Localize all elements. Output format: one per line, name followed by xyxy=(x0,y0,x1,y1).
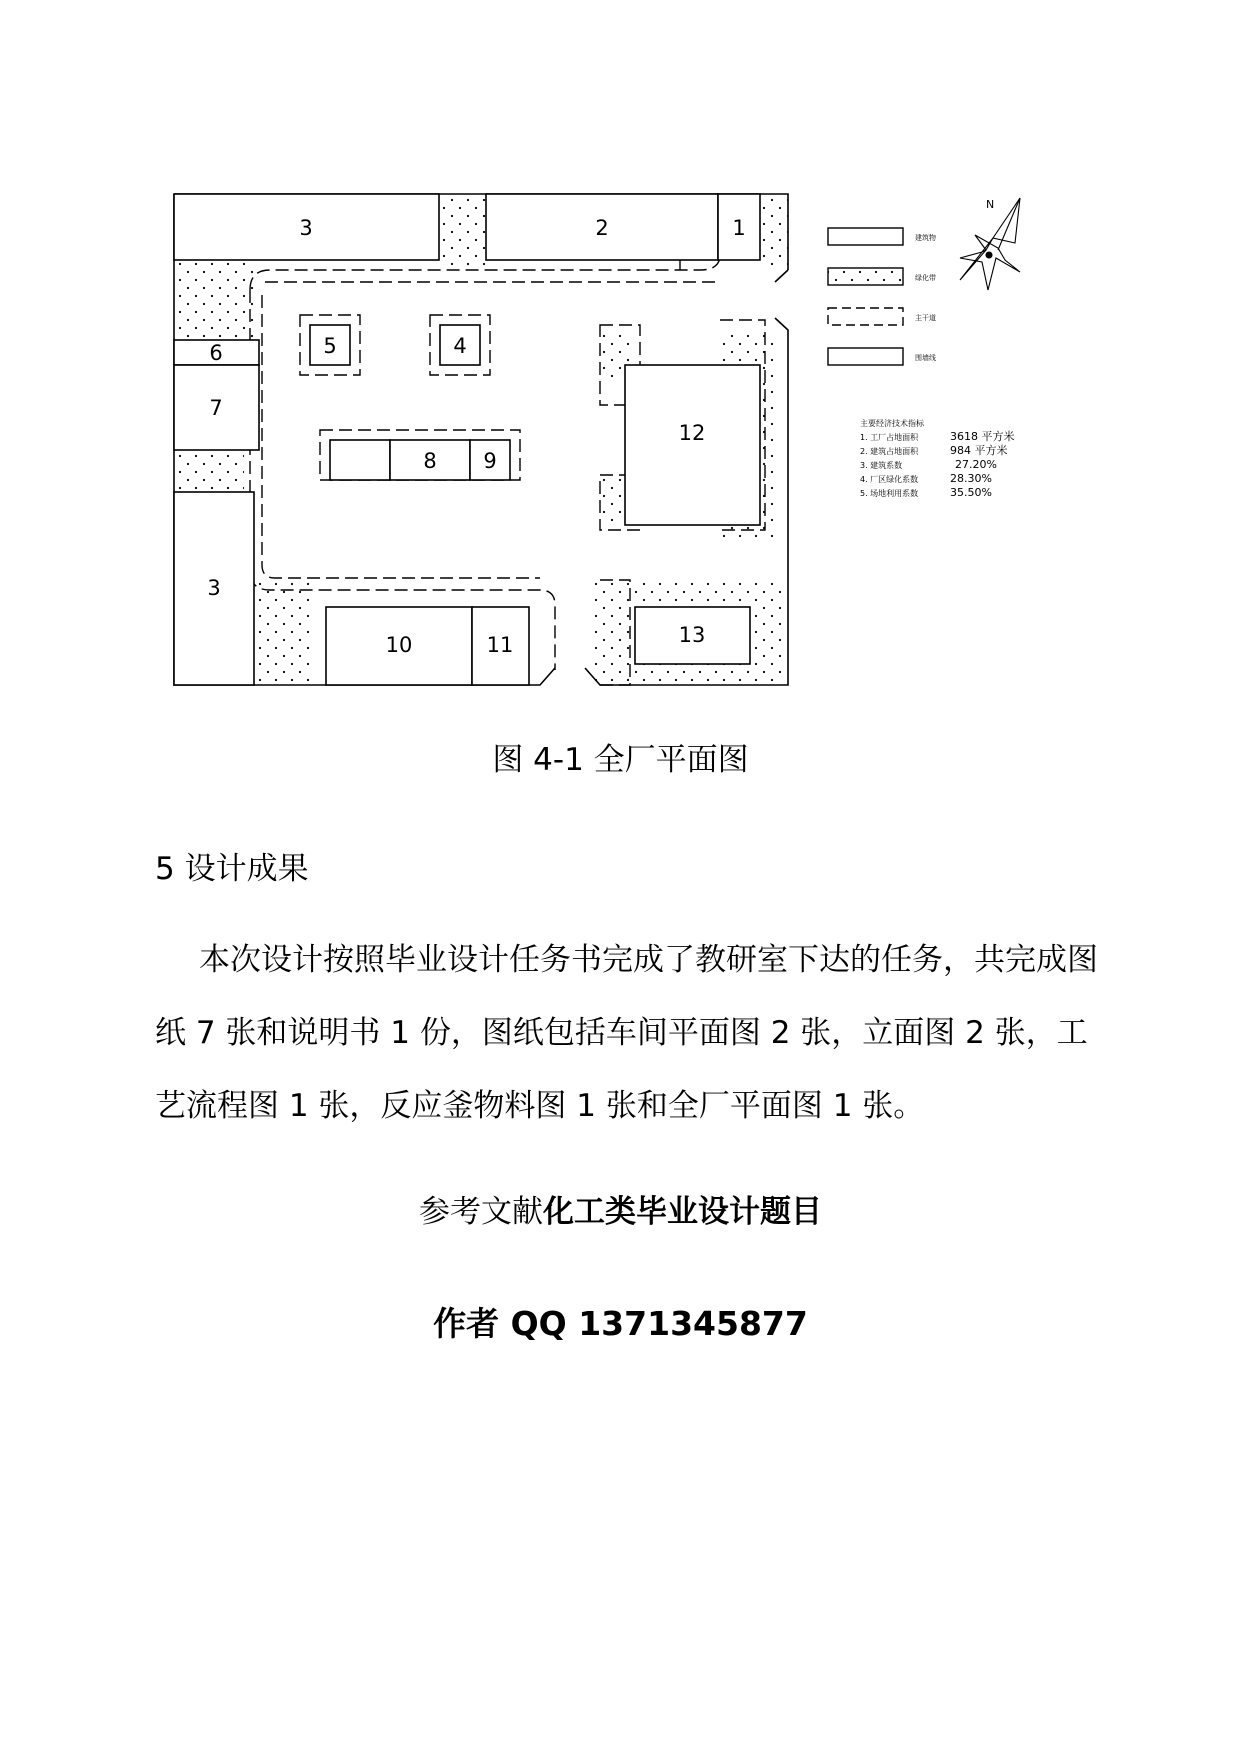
label-building-1: 1 xyxy=(732,216,746,240)
table-title: 主要经济技术指标 xyxy=(860,419,924,428)
tech-indicators xyxy=(860,418,1015,499)
legend-label-building: 建筑物 xyxy=(915,234,936,242)
legend-label-road: 主干道 xyxy=(915,314,936,322)
row4-label: 4. 厂区绿化系数 xyxy=(860,475,919,484)
reference-normal: 参考文献 xyxy=(419,1194,543,1230)
plant-layout-figure xyxy=(160,180,1090,700)
building-8-left xyxy=(330,440,390,480)
figure-caption: 图 4-1 全厂平面图 xyxy=(492,742,749,778)
legend-label-green: 绿化带 xyxy=(915,274,936,282)
legend-label-wall: 围墙线 xyxy=(915,354,936,362)
label-building-3-bottom: 3 xyxy=(207,576,221,600)
label-building-5: 5 xyxy=(323,334,337,358)
label-building-11: 11 xyxy=(486,633,514,657)
row3-label: 3. 建筑系数 xyxy=(860,461,903,470)
paragraph-text: 本次设计按照毕业设计任务书完成了教研室下达的任务，共完成图纸 7 张和说明书 1 份，图纸包括车间平面图 2 张，立面图 2 张，工艺流程图 1 张，反应釜物料图 1 张和全厂平面图 1 张。 xyxy=(155,942,1098,1124)
north-label: N xyxy=(986,198,995,211)
row2-value: 984 平方米 xyxy=(950,444,1008,457)
row3-value: 27.20% xyxy=(955,458,997,471)
row5-label: 5. 场地利用系数 xyxy=(860,489,919,498)
label-building-7: 7 xyxy=(209,396,223,420)
row2-label: 2. 建筑占地面积 xyxy=(860,447,919,456)
label-building-9: 9 xyxy=(483,449,497,473)
compass-rose-icon xyxy=(960,198,1020,290)
row1-value: 3618 平方米 xyxy=(950,430,1015,443)
row4-value: 28.30% xyxy=(950,472,992,485)
section-heading: 5 设计成果 xyxy=(155,851,309,887)
row5-value: 35.50% xyxy=(950,486,992,499)
label-building-13: 13 xyxy=(678,623,706,647)
label-building-2: 2 xyxy=(595,216,609,240)
label-building-12: 12 xyxy=(678,421,706,445)
label-building-4: 4 xyxy=(453,334,467,358)
reference-line xyxy=(0,1186,1241,1231)
label-building-10: 10 xyxy=(385,633,413,657)
label-building-3-top: 3 xyxy=(299,216,313,240)
row1-label: 1. 工厂占地面积 xyxy=(860,433,919,442)
building-12 xyxy=(625,365,760,525)
body-paragraph xyxy=(155,924,1105,1143)
label-building-8: 8 xyxy=(423,449,437,473)
reference-bold: 化工类毕业设计题目 xyxy=(543,1194,822,1230)
author-line: 作者 QQ 1371345877 xyxy=(433,1304,808,1343)
legend xyxy=(828,228,936,365)
label-building-6: 6 xyxy=(209,341,223,365)
